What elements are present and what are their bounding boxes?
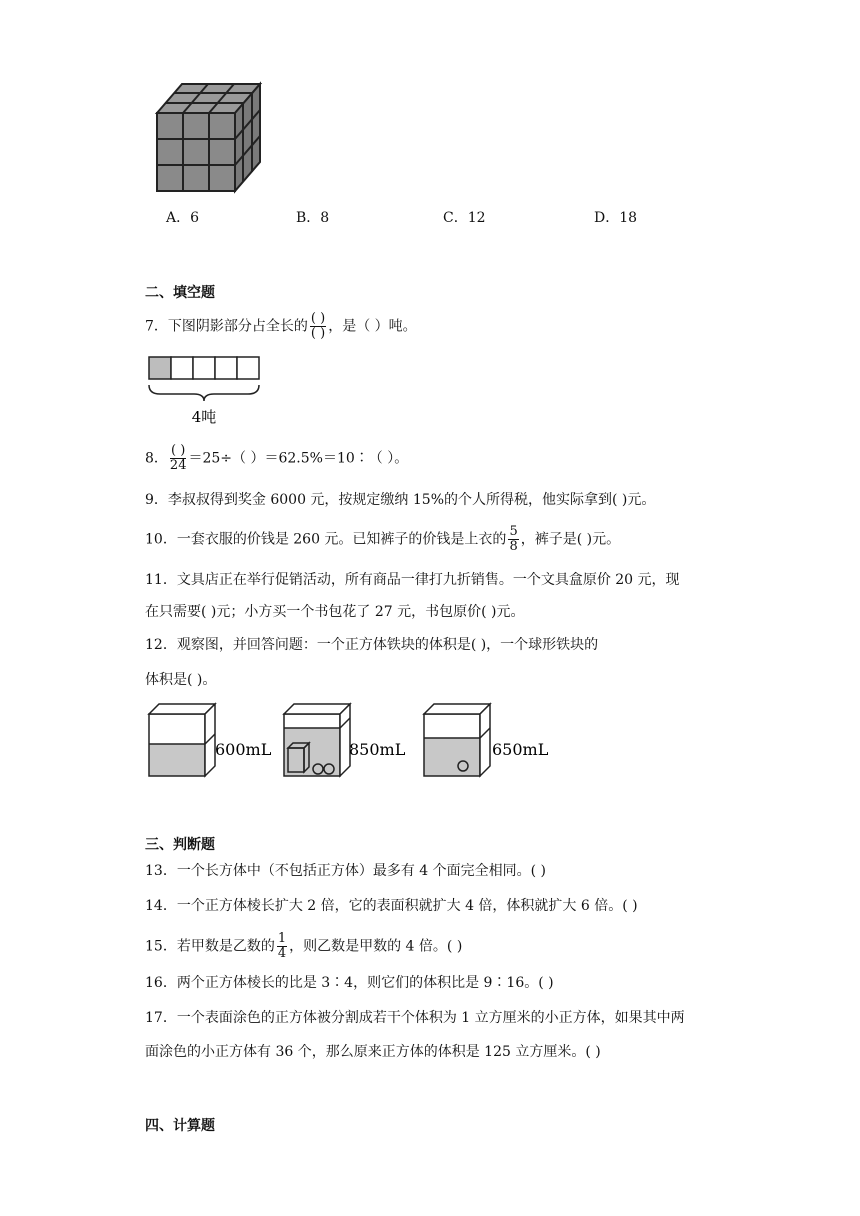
container-650ml — [424, 704, 549, 776]
fraction: $\frac{5}{8}$ — [509, 524, 518, 554]
question-14: 14．一个正方体棱长扩大 2 倍，它的表面积就扩大 4 倍，体积就扩大 6 倍。( ) — [145, 898, 638, 914]
option-a: A．6 — [166, 210, 200, 226]
container-label: 600mL — [215, 740, 272, 759]
question-15: 15．若甲数是乙数的 $\frac{1}{4}$ ，则乙数是甲数的 4 倍。( ) — [145, 931, 463, 961]
fraction: $\frac{1}{4}$ — [277, 931, 287, 961]
question-7: 7．下图阴影部分占全长的 $\frac{( )}{( )}$ ，是（ ）吨。 — [145, 311, 417, 341]
section-title-calculation: 四、计算题 — [145, 1118, 215, 1134]
question-16: 16．两个正方体棱长的比是 3∶4，则它们的体积比是 9∶16。( ) — [145, 975, 554, 991]
question-13: 13．一个长方体中（不包括正方体）最多有 4 个面完全相同。( ) — [145, 863, 546, 879]
question-9: 9．李叔叔得到奖金 6000 元，按规定缴纳 15%的个人所得税，他实际拿到( )元。 — [145, 492, 656, 508]
question-17-line-2: 面涂色的小正方体有 36 个，那么原来正方体的体积是 125 立方厘米。( ) — [145, 1044, 601, 1060]
question-12-line-2: 体积是( )。 — [145, 672, 217, 688]
segment — [237, 357, 259, 379]
fraction-blank: $\frac{( )}{( )}$ — [310, 311, 326, 341]
option-c: C．12 — [443, 210, 486, 226]
segment — [171, 357, 193, 379]
question-8: 8． $\frac{( )}{24}$ ＝25÷（ ）＝62.5%＝10∶（ ）。 — [145, 443, 409, 473]
section-title-true-false: 三、判断题 — [145, 837, 215, 853]
shaded-segment — [149, 357, 171, 379]
cube-figure — [150, 78, 266, 196]
option-b: B．8 — [296, 210, 330, 226]
fraction-blank: $\frac{( )}{24}$ — [169, 443, 187, 473]
question-11-line-1: 11．文具店正在举行促销活动，所有商品一律打九折销售。一个文具盒原价 20 元，现 — [145, 572, 680, 588]
container-label: 650mL — [492, 740, 549, 759]
container-850ml — [284, 704, 406, 776]
question-17-line-1: 17．一个表面涂色的正方体被分割成若干个体积为 1 立方厘米的小正方体，如果其中两 — [145, 1010, 685, 1026]
container-label: 850mL — [349, 740, 406, 759]
brace — [149, 385, 259, 401]
bar-diagram — [146, 354, 264, 428]
option-d: D．18 — [594, 210, 638, 226]
question-11-line-2: 在只需要( )元；小方买一个书包花了 27 元，书包原价( )元。 — [145, 604, 525, 620]
bar-label: 4吨 — [191, 408, 217, 426]
section-title-fill-blank: 二、填空题 — [145, 285, 215, 301]
segment — [193, 357, 215, 379]
question-12-line-1: 12．观察图，并回答问题：一个正方体铁块的体积是( )，一个球形铁块的 — [145, 637, 599, 653]
segment — [215, 357, 237, 379]
question-10: 10．一套衣服的价钱是 260 元。已知裤子的价钱是上衣的 $\frac{5}{8}$ ，裤子是( )元。 — [145, 524, 621, 554]
containers-figure — [146, 700, 566, 782]
container-600ml — [149, 704, 272, 776]
